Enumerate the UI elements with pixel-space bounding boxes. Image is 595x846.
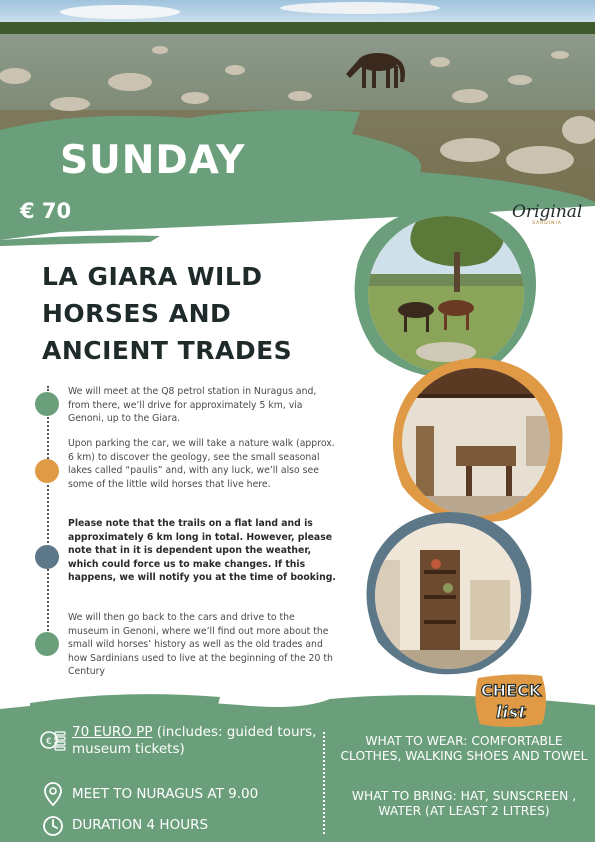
info-divider xyxy=(323,732,325,834)
brand-tagline: SARDINIA xyxy=(532,221,562,226)
checklist-badge xyxy=(472,672,550,728)
price-details-amount: 70 EURO PP xyxy=(72,724,153,740)
coins-icon xyxy=(40,729,66,751)
tour-title-line-1: LA GIARA WILD xyxy=(42,262,263,291)
tour-title-line-2: HORSES AND xyxy=(42,299,232,328)
timeline-line xyxy=(47,386,49,646)
clock-icon xyxy=(42,815,64,837)
price-tag: € 70 xyxy=(20,199,72,223)
photo-horses-frame xyxy=(346,202,546,382)
price-details xyxy=(72,724,322,758)
checklist-badge-line-1: CHECK xyxy=(480,681,542,700)
photo-museum-frame xyxy=(360,510,536,678)
paragraph-museum: We will then go back to the cars and drive to the museum in Genoni, where we’ll find out more about the small wild horses’ history as well as the old trades and how Sardinians used to live at the beginning of the 20 th Century xyxy=(68,612,333,677)
location-pin-icon xyxy=(44,782,62,806)
checklist-badge-line-2: list xyxy=(495,703,527,723)
paragraph-note: Please note that the trails on a flat land and is approximately 6 km long in total. However, please note that in it is dependent upon the weather, which could force us to make changes. If this happens, we will notify you at the time of booking. xyxy=(68,518,336,583)
timeline-dot-3 xyxy=(35,545,59,569)
meeting-point: MEET TO NURAGUS AT 9.00 xyxy=(72,786,259,802)
paragraph-walk: Upon parking the car, we will take a nature walk (approx. 6 km) to discover the geology, see the small seasonal lakes called “paulis” and, with any luck, we’ll also see some of the little wild horses that live here. xyxy=(68,438,335,490)
timeline-dot-2 xyxy=(35,459,59,483)
duration: DURATION 4 HOURS xyxy=(72,817,209,833)
what-to-bring: WHAT TO BRING: HAT, SUNSCREEN , WATER (AT LEAST 2 LITRES) xyxy=(351,789,577,818)
tour-title-line-3: ANCIENT TRADES xyxy=(42,336,293,365)
what-to-wear: WHAT TO WEAR: COMFORTABLE CLOTHES, WALKING SHOES AND TOWEL xyxy=(340,734,588,763)
brand-name: Original xyxy=(512,202,583,222)
day-heading: SUNDAY xyxy=(60,138,246,183)
paragraph-meeting: We will meet at the Q8 petrol station in Nuragus and, from there, we’ll drive for approximately 5 km, via Genoni, up to the Giara. xyxy=(68,386,317,424)
price-details-includes: (includes: guided tours, museum tickets) xyxy=(72,724,317,757)
tour-title xyxy=(42,258,342,369)
photo-workshop-frame xyxy=(386,356,566,526)
timeline-dot-1 xyxy=(35,392,59,416)
timeline-dot-4 xyxy=(35,632,59,656)
svg-text:€: € xyxy=(46,737,52,747)
